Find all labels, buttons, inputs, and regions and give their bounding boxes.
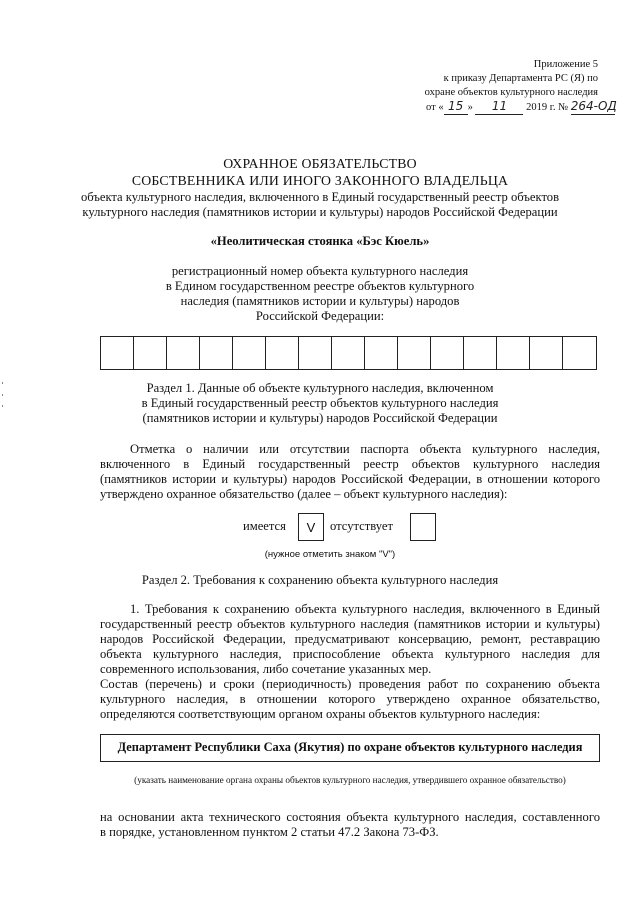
reg-cell <box>101 337 134 369</box>
has-passport-checkbox[interactable]: V <box>298 513 324 541</box>
order-date-line <box>426 99 617 115</box>
appendix-label: Приложение 5 <box>533 59 598 70</box>
scan-speck <box>2 382 3 384</box>
reg-cell <box>530 337 563 369</box>
requirements-line-2: государственный реестр объектов культурного наследия (памятников истории и культуры) <box>100 617 600 631</box>
reg-cell <box>134 337 167 369</box>
document-title: ОХРАННОЕ ОБЯЗАТЕЛЬСТВО <box>223 156 417 171</box>
passport-text-line-2: включенного в Единый государственный реестр объектов культурного наследия <box>100 457 600 471</box>
reg-cell <box>299 337 332 369</box>
requirements-line-5: современного использования, либо сочетание указанных мер. <box>100 662 432 676</box>
registration-text-line-2: в Едином государственном реестре объектов культурного <box>165 279 475 293</box>
order-ref-line: к приказу Департамента РС (Я) по <box>443 73 598 84</box>
registration-text-line-3: наследия (памятников истории и культуры) народов <box>180 294 460 308</box>
reg-cell <box>431 337 464 369</box>
section-1-heading: Раздел 1. Данные об объекте культурного наследия, включенном <box>146 381 494 395</box>
works-line-3: определяются соответствующим органом охраны объектов культурного наследия: <box>100 707 541 721</box>
no-passport-checkbox[interactable] <box>410 513 436 541</box>
checkbox-hint: (нужное отметить знаком "V") <box>264 549 396 560</box>
order-month: 11 <box>475 100 523 115</box>
year-suffix: 2019 г. № <box>526 102 569 113</box>
reg-cell <box>266 337 299 369</box>
basis-line-2: в порядке, установленном пунктом 2 статьи 47.2 Закона 73-ФЗ. <box>100 825 439 839</box>
date-prefix: от « <box>426 102 444 113</box>
reg-cell <box>167 337 200 369</box>
document-subtitle-line-2: культурного наследия (памятников истории и культуры) народов Российской Федерации <box>82 205 558 219</box>
authority-hint: (указать наименование органа охраны объектов культурного наследия, утвердившего охранное обязательство) <box>134 775 566 785</box>
document-subtitle-line-1: объекта культурного наследия, включенного в Единый государственный реестр объектов <box>80 190 560 204</box>
order-ref-line-2: охране объектов культурного наследия <box>424 87 598 98</box>
order-number: 264-ОД <box>570 99 617 113</box>
passport-text-line-3: (памятников истории и культуры) народов Российской Федерации, в отношении которого <box>100 472 600 486</box>
registration-text-line-1: регистрационный номер объекта культурного наследия <box>171 264 469 278</box>
reg-cell <box>365 337 398 369</box>
works-line-2: культурного наследия, в отношении которого утверждено охранное обязательство, <box>100 692 600 706</box>
works-line-1: Состав (перечень) и сроки (периодичность) проведения работ по сохранению объекта <box>100 677 600 691</box>
requirements-line-1: 1. Требования к сохранению объекта культурного наследия, включенного в Единый <box>130 602 600 616</box>
section-2-heading: Раздел 2. Требования к сохранению объекта культурного наследия <box>141 573 499 587</box>
date-mid: » <box>467 102 473 113</box>
section-1-heading-line-3: (памятников истории и культуры) народов Российской Федерации <box>142 411 498 425</box>
reg-cell <box>200 337 233 369</box>
registration-text-line-4: Российской Федерации: <box>255 309 385 323</box>
no-passport-label: отсутствует <box>330 519 393 533</box>
document-title-line-2: СОБСТВЕННИКА ИЛИ ИНОГО ЗАКОННОГО ВЛАДЕЛЬЦА <box>131 173 509 188</box>
authority-box <box>100 734 600 762</box>
has-passport-label: имеется <box>243 519 286 533</box>
scan-speck <box>2 405 3 407</box>
authority-name: Департамент Республики Саха (Якутия) по охране объектов культурного наследия <box>117 740 583 755</box>
scan-speck <box>2 394 3 396</box>
reg-cell <box>563 337 596 369</box>
registration-number-grid <box>100 336 597 370</box>
basis-line-1: на основании акта технического состояния объекта культурного наследия, составленного <box>100 810 600 824</box>
reg-cell <box>497 337 530 369</box>
object-name: «Неолитическая стоянка «Бэс Кюель» <box>210 234 430 248</box>
reg-cell <box>398 337 431 369</box>
order-day: 15 <box>444 100 468 115</box>
requirements-line-3: народов Российской Федерации, предусматривают консервацию, ремонт, реставрацию <box>100 632 600 646</box>
passport-text-line-4: утверждено охранное обязательство (далее – объект культурного наследия): <box>100 487 508 501</box>
passport-text-line-1: Отметка о наличии или отсутствии паспорта объекта культурного наследия, <box>130 442 600 456</box>
reg-cell <box>233 337 266 369</box>
requirements-line-4: объекта культурного наследия, приспособление объекта культурного наследия для <box>100 647 600 661</box>
section-1-heading-line-2: в Единый государственный реестр объектов культурного наследия <box>141 396 499 410</box>
reg-cell <box>464 337 497 369</box>
reg-cell <box>332 337 365 369</box>
